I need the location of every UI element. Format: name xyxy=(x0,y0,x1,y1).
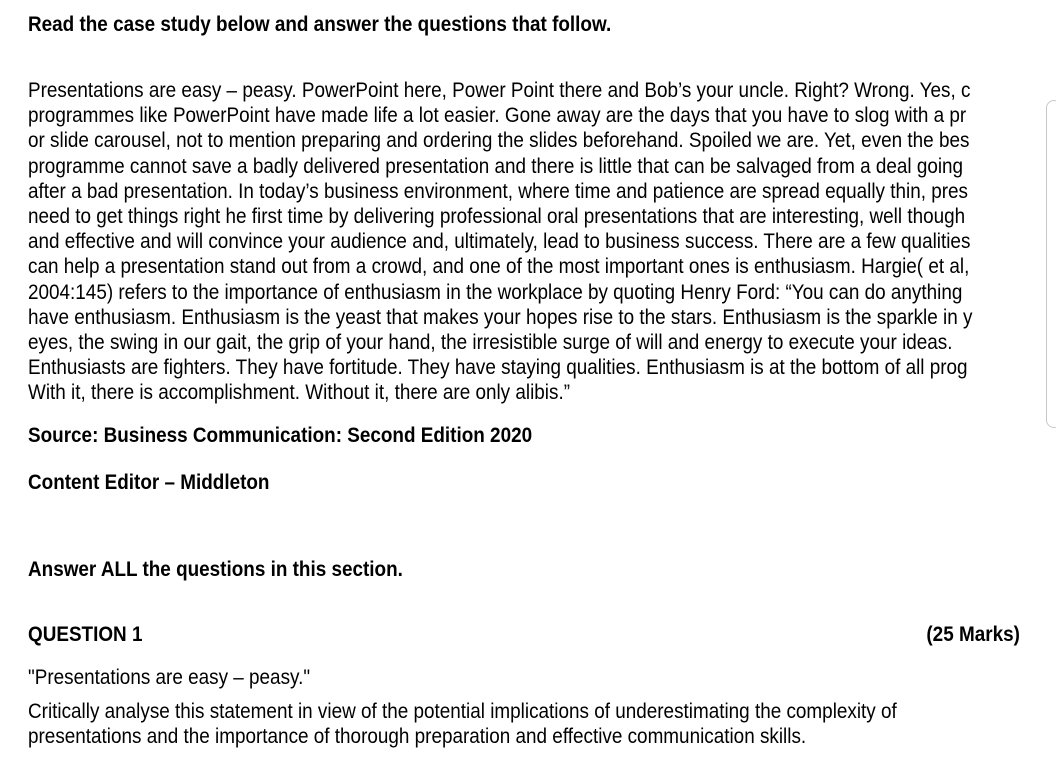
case-study-line: can help a presentation stand out from a crowd, and one of the most important ones is enthusiasm. Hargie( et al, xyxy=(28,255,970,279)
question-instruction xyxy=(28,699,1018,749)
case-study-line: need to get things right he first time by delivering professional oral presentations that are interesting, well though xyxy=(28,205,966,229)
case-study-line: or slide carousel, not to mention preparing and ordering the slides beforehand. Spoiled we are. Yet, even the bes xyxy=(28,129,970,153)
question-marks: (25 Marks) xyxy=(926,623,1020,646)
question-instruction-line: Critically analyse this statement in view of the potential implications of underestimating the complexity of xyxy=(28,700,897,723)
case-study-line: programme cannot save a badly delivered presentation and there is little that can be salvaged from a deal going xyxy=(28,154,964,178)
case-study-line: With it, there is accomplishment. Without it, there are only alibis.” xyxy=(28,381,571,405)
source-citation: Source: Business Communication: Second Edition 2020 xyxy=(28,424,533,447)
case-study-instruction: Read the case study below and answer the questions that follow. xyxy=(28,13,612,36)
question-heading xyxy=(28,622,1020,648)
case-study-line: eyes, the swing in our gait, the grip of your hand, the irresistible surge of will and energy to execute your ideas. xyxy=(28,331,953,355)
case-study-line: have enthusiasm. Enthusiasm is the yeast that makes your hopes rise to the stars. Enthusiasm is the sparkle in y xyxy=(28,305,973,329)
case-study-line: 2004:145) refers to the importance of enthusiasm in the workplace by quoting Henry Ford: “You can do anything xyxy=(28,280,963,304)
content-editor: Content Editor – Middleton xyxy=(28,471,270,494)
document-content xyxy=(28,0,1020,781)
case-study-paragraph xyxy=(28,78,1020,406)
case-study-line: programmes like PowerPoint have made life a lot easier. Gone away are the days that you have to slog with a pr xyxy=(28,104,967,128)
vertical-scrollbar[interactable] xyxy=(1046,100,1056,428)
case-study-line: after a bad presentation. In today’s business environment, where time and patience are spread equally thin, pres xyxy=(28,179,968,203)
question-instruction-line: presentations and the importance of thorough preparation and effective communication skills. xyxy=(28,725,807,748)
question-quote: "Presentations are easy – peasy." xyxy=(28,666,311,689)
case-study-line: Presentations are easy – peasy. PowerPoint here, Power Point there and Bob’s your uncle. Right? Wrong. Yes, c xyxy=(28,79,971,102)
case-study-line: Enthusiasts are fighters. They have fortitude. They have staying qualities. Enthusiasm is at the bottom of all prog xyxy=(28,356,968,380)
case-study-line: and effective and will convince your audience and, ultimately, lead to business success. There are a few qualities xyxy=(28,230,971,254)
section-instruction: Answer ALL the questions in this section. xyxy=(28,558,403,581)
question-title: QUESTION 1 xyxy=(28,623,143,646)
